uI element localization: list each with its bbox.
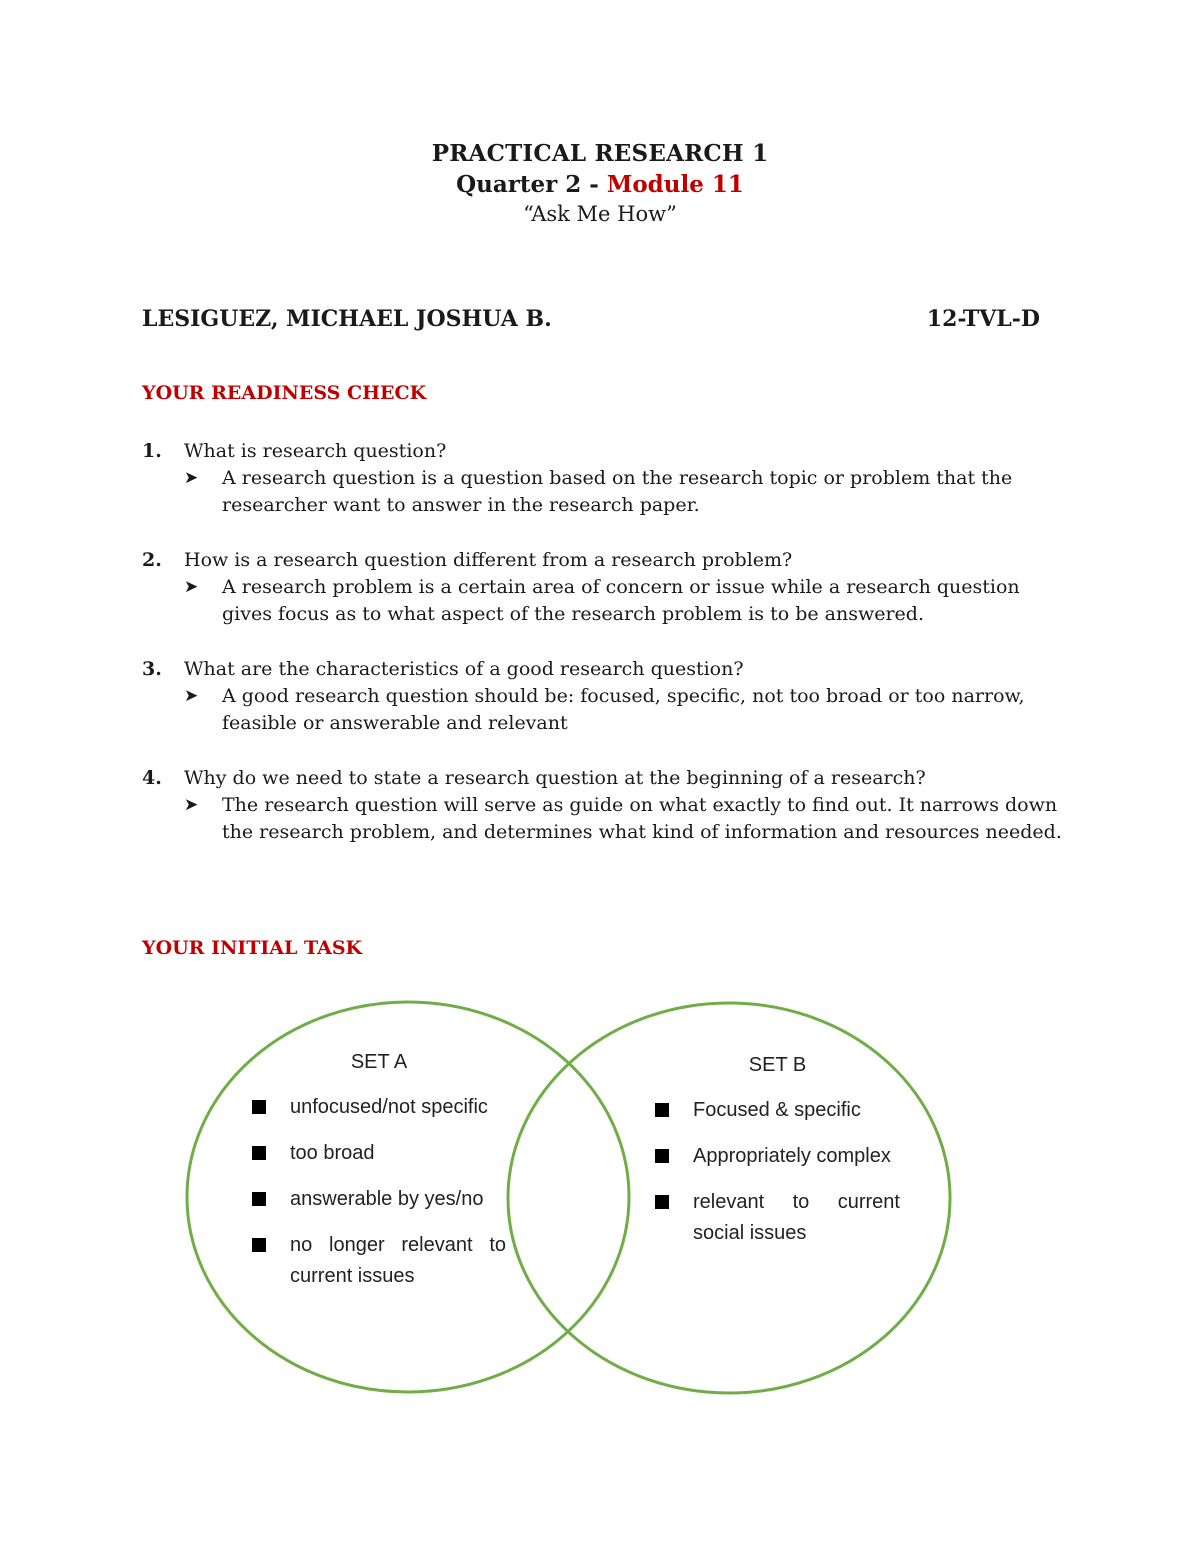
question-number: 4. [142,767,162,789]
square-bullet-icon [252,1100,266,1114]
square-bullet-icon [655,1103,669,1117]
set-a-item: answerable by yes/no [252,1184,506,1215]
question-text: What is research question? [184,440,447,462]
answer-text: A good research question should be: focused, specific, not too broad or too narrow, feasible or answerable and relevant [222,685,1025,734]
venn-circles [0,985,1200,1405]
question-number: 2. [142,549,162,571]
quarter-module-line [0,171,1200,198]
course-title: PRACTICAL RESEARCH 1 [431,140,769,167]
student-info-row [142,306,1040,332]
answer-text: A research question is a question based on the research topic or problem that the researcher want to answer in the research paper. [222,467,1013,516]
question-item [142,656,1062,737]
venn-diagram [0,985,1200,1405]
set-a-title: SET A [350,1051,408,1073]
readiness-check-title: YOUR READINESS CHECK [142,382,427,404]
quarter-label: Quarter 2 - [456,171,607,198]
set-a-content [252,1051,506,1307]
set-a-item: too broad [252,1138,506,1169]
document-header [0,140,1200,226]
set-b-content [655,1054,900,1264]
square-bullet-icon [655,1195,669,1209]
question-item [142,438,1062,519]
readiness-questions [142,438,1062,874]
student-name: LESIGUEZ, MICHAEL JOSHUA B. [142,306,552,332]
question-text: What are the characteristics of a good research question? [184,658,744,680]
arrow-bullet-icon: ➤ [184,468,199,488]
answer-text: A research problem is a certain area of concern or issue while a research question gives focus as to what aspect of the research problem is to be answered. [222,576,1020,625]
arrow-bullet-icon: ➤ [184,577,199,597]
question-text: Why do we need to state a research question at the beginning of a research? [184,767,926,789]
question-item [142,765,1062,846]
square-bullet-icon [252,1146,266,1160]
module-subtitle: “Ask Me How” [523,202,677,226]
square-bullet-icon [655,1149,669,1163]
set-a-item: no longer relevant to current issues [252,1230,506,1292]
set-b-title: SET B [748,1054,807,1076]
answer-text: The research question will serve as guide on what exactly to find out. It narrows down the research problem, and determines what kind of information and resources needed. [222,794,1062,843]
module-label: Module 11 [606,171,744,198]
square-bullet-icon [252,1192,266,1206]
set-b-item: Focused & specific [655,1095,900,1126]
set-b-item: relevant to current social issues [655,1187,900,1249]
question-number: 3. [142,658,162,680]
set-a-item: unfocused/not specific [252,1092,506,1123]
student-section: 12-TVL-D [926,306,1040,332]
arrow-bullet-icon: ➤ [184,686,199,706]
question-text: How is a research question different from a research problem? [184,549,793,571]
question-item [142,547,1062,628]
question-number: 1. [142,440,162,462]
initial-task-title: YOUR INITIAL TASK [142,937,363,959]
square-bullet-icon [252,1238,266,1252]
set-b-item: Appropriately complex [655,1141,900,1172]
arrow-bullet-icon: ➤ [184,795,199,815]
